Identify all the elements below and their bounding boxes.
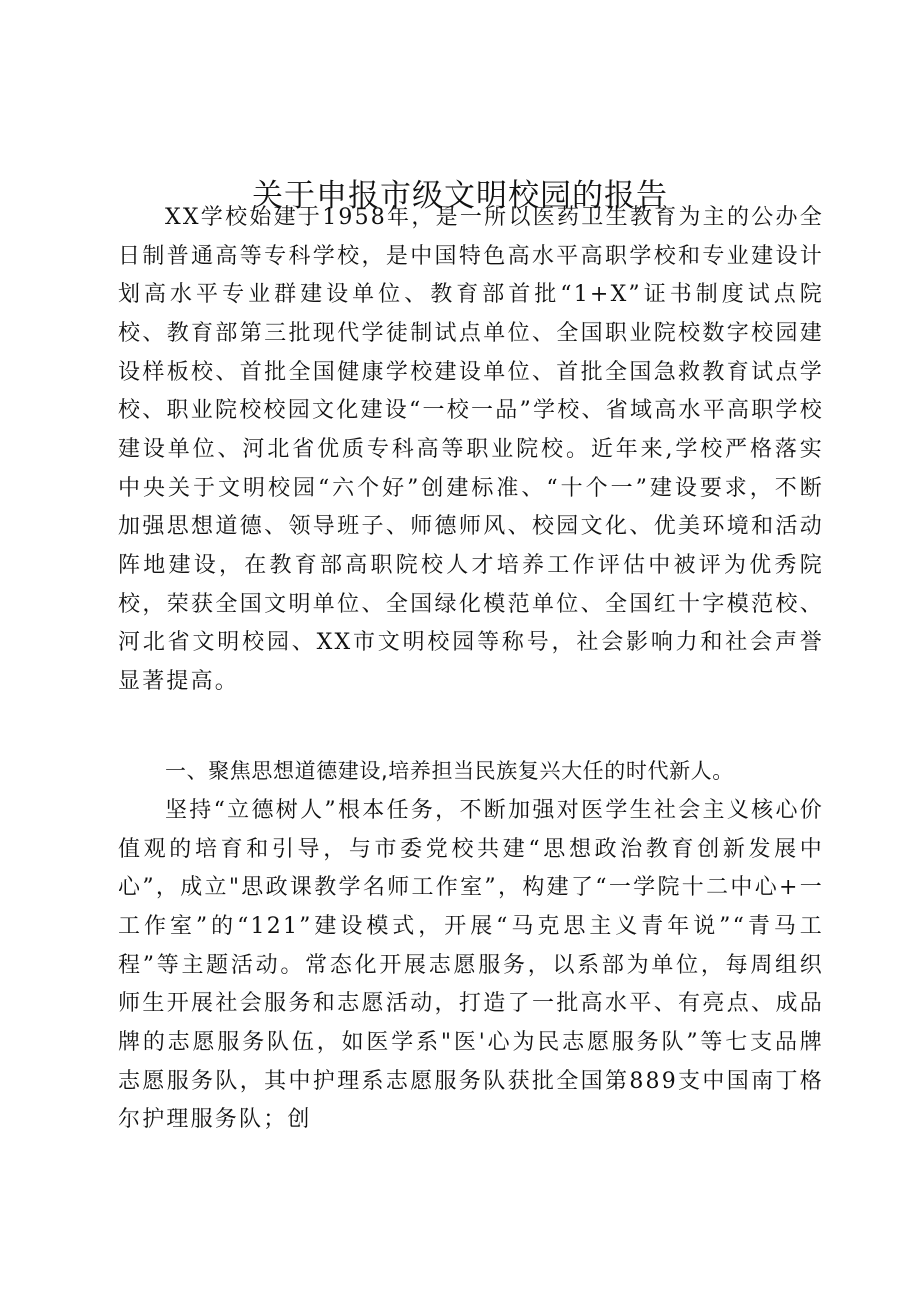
section-paragraph: 坚持“立德树人”根本任务，不断加强对医学生社会主义核心价值观的培育和引导，与市委党校共建“思想政治教育创新发展中心”，成立"思政课教学名师工作室”，构建了“一学院十二中心+一工作室”的“121”建设模式，开展“马克思主义青年说”“青马工程”等主题活动。常态化开展志愿服务，以系部为单位，每周组织师生开展社会服务和志愿活动，打造了一批高水平、有亮点、成品牌的志愿服务队伍，如医学系"医'心为民志愿服务队”等七支品牌志愿服务队，其中护理系志愿服务队获批全国第889支中国南丁格尔护理服务队；创 [118, 798, 824, 1133]
section-heading: 一、聚焦思想道德建设,培养担当民族复兴大任的时代新人。 [165, 759, 734, 783]
intro-paragraph: XX学校始建于1958年，是一所以医药卫生教育为主的公办全日制普通高等专科学校，是中国特色高水平高职学校和专业建设计划高水平专业群建设单位、教育部首批“1+X”证书制度试点院校、教育部第三批现代学徒制试点单位、全国职业院校数字校园建设样板校、首批全国健康学校建设单位、首批全国急救教育试点学校、职业院校校园文化建设“一校一品”学校、省域高水平高职学校建设单位、河北省优质专科高等职业院校。近年来,学校严格落实中央关于文明校园“六个好”创建标准、“十个一”建设要求，不断加强思想道德、领导班子、师德师风、校园文化、优美环境和活动阵地建设，在教育部高职院校人才培养工作评估中被评为优秀院校，荣获全国文明单位、全国绿化模范单位、全国红十字模范校、河北省文明校园、XX市文明校园等称号，社会影响力和社会声誉显著提高。 [118, 205, 824, 694]
document-title: 关于申报市级文明校园的报告 [252, 178, 668, 214]
